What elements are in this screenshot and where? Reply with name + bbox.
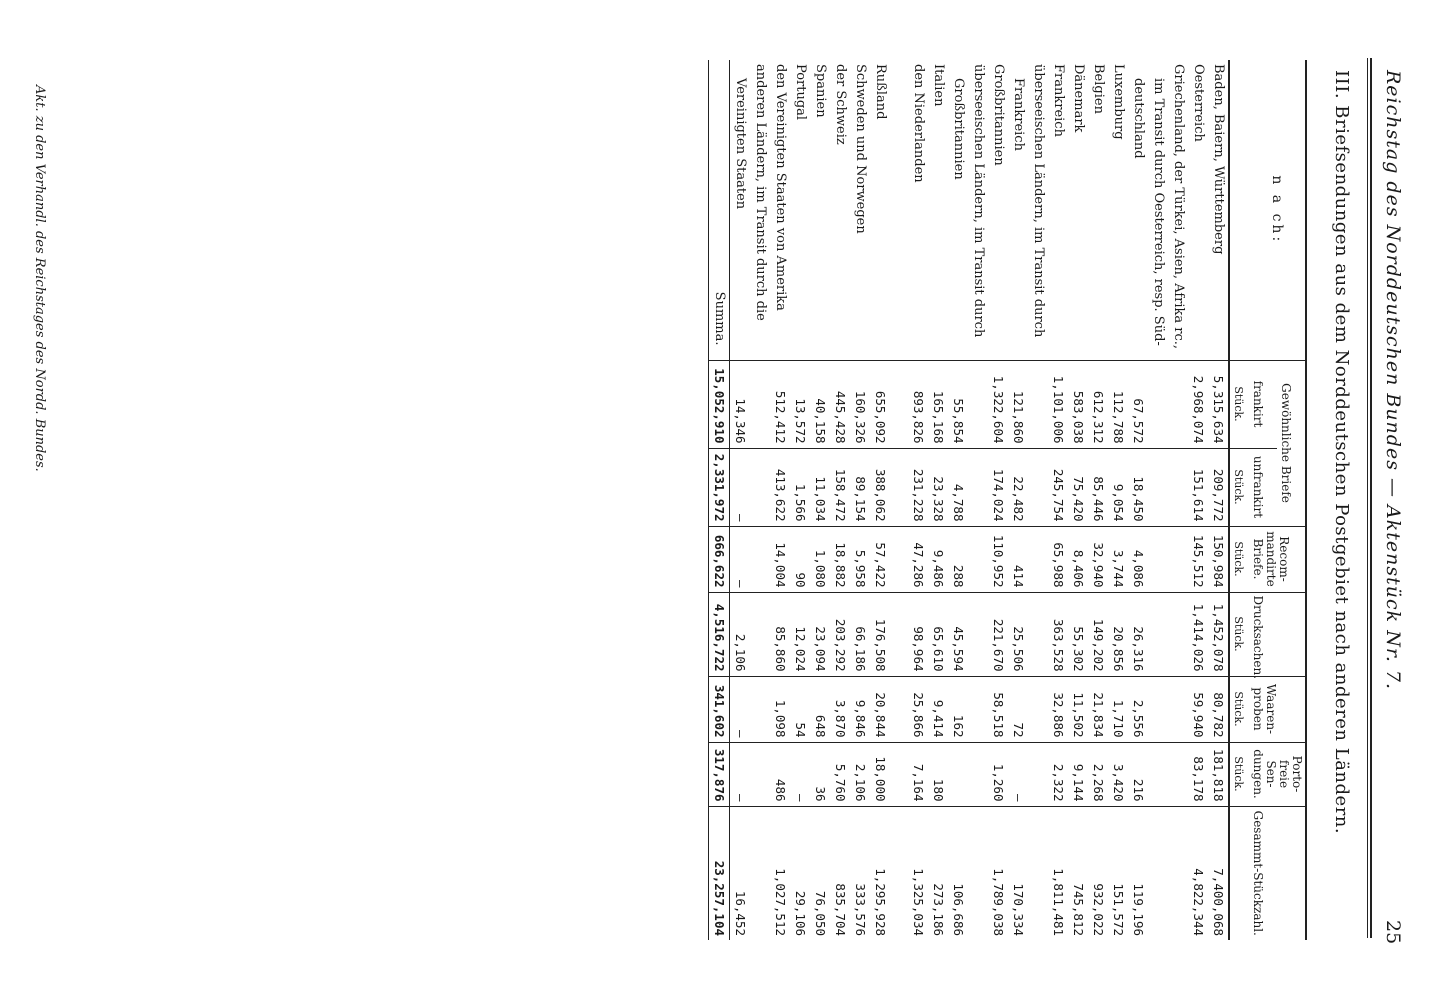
- row-destination: Portugal: [793, 64, 808, 121]
- row-destination: Großbritannien: [951, 78, 966, 180]
- cell-registered: —: [730, 526, 751, 592]
- cell-printed: 363,528: [1048, 592, 1068, 676]
- cell-registered: 18,882: [830, 526, 850, 592]
- spacer-cell: [890, 60, 908, 360]
- cell-printed: [968, 592, 988, 676]
- cell-franked: 1,101,006: [1048, 360, 1068, 448]
- cell-total: [968, 806, 988, 940]
- cell-registered: [1148, 526, 1168, 592]
- unit-label: Stück.: [1229, 448, 1249, 526]
- cell-samples: 162: [948, 676, 968, 742]
- cell-total: 835,704: [830, 806, 850, 940]
- cell-registered: 47,286: [908, 526, 928, 592]
- cell-registered: 14,004: [770, 526, 790, 592]
- table-row: [928, 60, 948, 940]
- row-destination: Spanien: [813, 64, 828, 118]
- cell-postage-free: [1028, 742, 1048, 806]
- cell-samples: 9,414: [928, 676, 948, 742]
- row-destination: Griechenland, der Türkei, Asien, Afrika rc.,: [1171, 64, 1186, 350]
- row-destination: Dänemark: [1071, 64, 1086, 133]
- cell-printed: 1,452,078: [1208, 592, 1229, 676]
- cell-total: 932,022: [1088, 806, 1108, 940]
- cell-total: 1,027,512: [770, 806, 790, 940]
- spacer-cell: [890, 592, 908, 676]
- cell-franked: [1168, 360, 1188, 448]
- total-label: Summa.: [709, 60, 730, 360]
- cell-franked: 2,968,074: [1188, 360, 1208, 448]
- row-destination: überseeischen Ländern, im Transit durch: [971, 64, 986, 338]
- cell-franked: 40,158: [810, 360, 830, 448]
- spacer-cell: [890, 448, 908, 526]
- cell-samples: 1,710: [1108, 676, 1128, 742]
- cell-franked: 512,412: [770, 360, 790, 448]
- table-row: [1128, 60, 1148, 940]
- cell-total: 29,106: [790, 806, 810, 940]
- cell-total: [1028, 806, 1048, 940]
- cell-registered: 1,080: [810, 526, 830, 592]
- cell-total: 7,400,068: [1208, 806, 1229, 940]
- cell-registered: 65,988: [1048, 526, 1068, 592]
- spacer-cell: [890, 806, 908, 940]
- table-row: [730, 60, 751, 940]
- cell-samples: [1028, 676, 1048, 742]
- col-header-unfranked: unfrankirt: [1249, 448, 1277, 526]
- cell-unfranked: [1148, 448, 1168, 526]
- table-row: [850, 60, 870, 940]
- cell-printed: 26,316: [1128, 592, 1148, 676]
- table-row: [770, 60, 790, 940]
- cell-unfranked: 4,788: [948, 448, 968, 526]
- cell-unfranked: [1028, 448, 1048, 526]
- cell-printed: 12,024: [790, 592, 810, 676]
- cell-samples: 3,870: [830, 676, 850, 742]
- unit-label: Stück.: [1229, 360, 1249, 448]
- cell-samples: 32,886: [1048, 676, 1068, 742]
- table-row: [1068, 60, 1088, 940]
- page-header-title: Reichstag des Norddeutschen Bundes — Aktenstück Nr. 7.: [1382, 70, 1404, 691]
- row-destination: den Niederlanden: [911, 64, 926, 183]
- table-row: [1208, 60, 1229, 940]
- cell-printed: 149,202: [1088, 592, 1108, 676]
- cell-franked: 583,038: [1068, 360, 1088, 448]
- spacer-cell: [890, 360, 908, 448]
- cell-samples: 21,834: [1088, 676, 1108, 742]
- col-header-postage-free: Porto-freie Sen-dungen.: [1249, 742, 1306, 806]
- cell-samples: 25,866: [908, 676, 928, 742]
- cell-postage-free: 18,000: [870, 742, 890, 806]
- cell-total: 106,686: [948, 806, 968, 940]
- cell-postage-free: 486: [770, 742, 790, 806]
- table-row: [1028, 60, 1048, 940]
- table-row: [1008, 60, 1028, 940]
- cell-unfranked: 75,420: [1068, 448, 1088, 526]
- cell-unfranked: 85,446: [1088, 448, 1108, 526]
- col-header-group-letters: Gewöhnliche Briefe: [1277, 360, 1306, 526]
- cell-franked: 893,826: [908, 360, 928, 448]
- cell-registered: 90: [790, 526, 810, 592]
- cell-registered: 150,984: [1208, 526, 1229, 592]
- cell-registered: 32,940: [1088, 526, 1108, 592]
- cell-printed: 20,856: [1108, 592, 1128, 676]
- cell-postage-free: [1148, 742, 1168, 806]
- cell-postage-free: [948, 742, 968, 806]
- cell-postage-free: —: [790, 742, 810, 806]
- col-header-samples: Waaren-proben: [1249, 676, 1306, 742]
- table-row: [1168, 60, 1188, 940]
- cell-registered: 110,952: [988, 526, 1008, 592]
- cell-total: 151,572: [1108, 806, 1128, 940]
- cell-postage-free: —: [730, 742, 751, 806]
- unit-label: Stück.: [1229, 676, 1249, 742]
- cell-unfranked: 245,754: [1048, 448, 1068, 526]
- cell-registered: 414: [1008, 526, 1028, 592]
- cell-postage-free: 2,322: [1048, 742, 1068, 806]
- row-destination: Luxemburg: [1111, 64, 1126, 140]
- cell-registered: [750, 526, 770, 592]
- total-row: [709, 60, 730, 940]
- cell-franked: [1148, 360, 1168, 448]
- cell-printed: [1168, 592, 1188, 676]
- cell-postage-free: 5,760: [830, 742, 850, 806]
- cell-total: 76,050: [810, 806, 830, 940]
- section-title: III. Briefsendungen aus dem Norddeutschen Postgebiet nach anderen Ländern.: [1331, 70, 1352, 835]
- table-row: [968, 60, 988, 940]
- table-row: [810, 60, 830, 940]
- cell-franked: 14,346: [730, 360, 751, 448]
- mail-statistics-table: [708, 60, 1307, 940]
- cell-unfranked: [968, 448, 988, 526]
- row-destination: Frankreich: [1051, 64, 1066, 137]
- cell-postage-free: 2,106: [850, 742, 870, 806]
- row-destination: Belgien: [1091, 64, 1106, 114]
- cell-franked: [750, 360, 770, 448]
- cell-unfranked: 23,328: [928, 448, 948, 526]
- cell-total: 16,452: [730, 806, 751, 940]
- cell-unfranked: [750, 448, 770, 526]
- row-destination: Rußland: [873, 64, 888, 120]
- cell-printed: 221,670: [988, 592, 1008, 676]
- row-destination: Großbritannien: [991, 64, 1006, 166]
- cell-registered: 288: [948, 526, 968, 592]
- cell-unfranked: 9,054: [1108, 448, 1128, 526]
- total-franked: 15,052,910: [709, 360, 730, 448]
- cell-unfranked: —: [730, 448, 751, 526]
- cell-samples: 9,846: [850, 676, 870, 742]
- cell-samples: 80,782: [1208, 676, 1229, 742]
- col-header-destination: n a ch:: [1249, 60, 1306, 360]
- cell-total: 745,812: [1068, 806, 1088, 940]
- cell-samples: 59,940: [1188, 676, 1208, 742]
- cell-printed: 203,292: [830, 592, 850, 676]
- cell-printed: 2,106: [730, 592, 751, 676]
- cell-registered: [1168, 526, 1188, 592]
- cell-samples: —: [730, 676, 751, 742]
- cell-total: 4,822,344: [1188, 806, 1208, 940]
- cell-printed: 176,508: [870, 592, 890, 676]
- spacer-cell: [890, 676, 908, 742]
- table-row: [1048, 60, 1068, 940]
- col-header-printed: Drucksachen.: [1249, 592, 1306, 676]
- cell-postage-free: 36: [810, 742, 830, 806]
- cell-total: 333,576: [850, 806, 870, 940]
- cell-franked: 55,854: [948, 360, 968, 448]
- cell-samples: 20,844: [870, 676, 890, 742]
- cell-unfranked: 18,450: [1128, 448, 1148, 526]
- table-row: [790, 60, 810, 940]
- cell-franked: 612,312: [1088, 360, 1108, 448]
- cell-franked: 5,315,634: [1208, 360, 1229, 448]
- col-header-franked: frankirt: [1249, 360, 1277, 448]
- cell-total: 1,295,928: [870, 806, 890, 940]
- total-printed: 4,516,722: [709, 592, 730, 676]
- unit-label: [1229, 806, 1249, 940]
- cell-unfranked: 413,622: [770, 448, 790, 526]
- footer-note: Akt. zu den Verhandl. des Reichstages des Nordd. Bundes.: [32, 85, 47, 472]
- cell-samples: 2,556: [1128, 676, 1148, 742]
- cell-unfranked: 22,482: [1008, 448, 1028, 526]
- cell-samples: 648: [810, 676, 830, 742]
- table-row: [1088, 60, 1108, 940]
- cell-samples: 58,518: [988, 676, 1008, 742]
- table-row: [750, 60, 770, 940]
- spacer-cell: [890, 742, 908, 806]
- total-samples: 341,602: [709, 676, 730, 742]
- cell-samples: 11,502: [1068, 676, 1088, 742]
- cell-registered: [968, 526, 988, 592]
- table-row: [830, 60, 850, 940]
- total-total: 23,257,104: [709, 806, 730, 940]
- cell-franked: 160,326: [850, 360, 870, 448]
- unit-label: Stück.: [1229, 526, 1249, 592]
- cell-registered: 4,086: [1128, 526, 1148, 592]
- row-destination: überseeischen Ländern, im Transit durch: [1031, 64, 1046, 338]
- table-row: [988, 60, 1008, 940]
- table-row: [948, 60, 968, 940]
- cell-unfranked: 11,034: [810, 448, 830, 526]
- cell-franked: [1028, 360, 1048, 448]
- row-destination: Italien: [931, 64, 946, 107]
- cell-samples: 54: [790, 676, 810, 742]
- cell-unfranked: 174,024: [988, 448, 1008, 526]
- cell-registered: 5,958: [850, 526, 870, 592]
- cell-postage-free: [1168, 742, 1188, 806]
- cell-printed: 1,414,026: [1188, 592, 1208, 676]
- total-unfranked: 2,331,972: [709, 448, 730, 526]
- unit-label: Stück.: [1229, 592, 1249, 676]
- col-header-registered: Recom-mandirte Briefe.: [1249, 526, 1306, 592]
- cell-total: [750, 806, 770, 940]
- row-destination: Frankreich: [1011, 78, 1026, 151]
- cell-printed: 23,094: [810, 592, 830, 676]
- unit-label: Stück.: [1229, 742, 1249, 806]
- cell-franked: 655,092: [870, 360, 890, 448]
- row-destination: Vereinigten Staaten: [733, 78, 748, 210]
- cell-registered: [1028, 526, 1048, 592]
- cell-total: [1168, 806, 1188, 940]
- row-destination: Schweden und Norwegen: [853, 64, 868, 234]
- row-destination: den Vereinigten Staaten von Amerika: [773, 64, 788, 311]
- table-row: [870, 60, 890, 940]
- cell-registered: 8,406: [1068, 526, 1088, 592]
- row-destination: deutschland: [1131, 78, 1146, 159]
- cell-postage-free: 216: [1128, 742, 1148, 806]
- cell-unfranked: [1168, 448, 1188, 526]
- cell-total: 1,789,038: [988, 806, 1008, 940]
- cell-total: 273,186: [928, 806, 948, 940]
- cell-postage-free: [968, 742, 988, 806]
- cell-samples: 72: [1008, 676, 1028, 742]
- cell-printed: [1148, 592, 1168, 676]
- cell-unfranked: 158,472: [830, 448, 850, 526]
- row-destination: anderen Ländern, im Transit durch die: [753, 64, 768, 321]
- cell-printed: 25,506: [1008, 592, 1028, 676]
- cell-samples: [1168, 676, 1188, 742]
- cell-franked: [968, 360, 988, 448]
- cell-postage-free: 7,164: [908, 742, 928, 806]
- row-destination: der Schweiz: [833, 64, 848, 145]
- cell-registered: 57,422: [870, 526, 890, 592]
- cell-unfranked: 209,772: [1208, 448, 1229, 526]
- cell-printed: 55,302: [1068, 592, 1088, 676]
- page-number: 25: [1382, 920, 1404, 945]
- cell-franked: 112,788: [1108, 360, 1128, 448]
- table-body: [709, 60, 1230, 940]
- cell-franked: 445,428: [830, 360, 850, 448]
- cell-total: 119,196: [1128, 806, 1148, 940]
- cell-unfranked: 388,062: [870, 448, 890, 526]
- cell-franked: 165,168: [928, 360, 948, 448]
- total-postage-free: 317,876: [709, 742, 730, 806]
- cell-postage-free: 1,260: [988, 742, 1008, 806]
- cell-total: 170,334: [1008, 806, 1028, 940]
- cell-franked: 121,860: [1008, 360, 1028, 448]
- cell-printed: [1028, 592, 1048, 676]
- cell-registered: 3,744: [1108, 526, 1128, 592]
- cell-samples: [750, 676, 770, 742]
- cell-samples: 1,098: [770, 676, 790, 742]
- cell-postage-free: 181,818: [1208, 742, 1229, 806]
- cell-postage-free: [750, 742, 770, 806]
- cell-printed: [750, 592, 770, 676]
- row-spacer: [890, 60, 908, 940]
- cell-samples: [968, 676, 988, 742]
- table-row: [1188, 60, 1208, 940]
- cell-franked: 13,572: [790, 360, 810, 448]
- cell-postage-free: 3,420: [1108, 742, 1128, 806]
- cell-postage-free: 83,178: [1188, 742, 1208, 806]
- cell-printed: 65,610: [928, 592, 948, 676]
- cell-total: 1,325,034: [908, 806, 928, 940]
- cell-printed: 45,594: [948, 592, 968, 676]
- cell-unfranked: 151,614: [1188, 448, 1208, 526]
- table-row: [1108, 60, 1128, 940]
- col-header-total: Gesammt-Stückzahl.: [1249, 806, 1306, 940]
- row-destination: Baden, Baiern, Württemberg: [1211, 64, 1226, 255]
- cell-franked: 1,322,604: [988, 360, 1008, 448]
- cell-postage-free: 9,144: [1068, 742, 1088, 806]
- unit-cell-empty: [1229, 60, 1249, 360]
- cell-franked: 67,572: [1128, 360, 1148, 448]
- cell-samples: [1148, 676, 1168, 742]
- header-rule: [1370, 58, 1372, 938]
- cell-postage-free: —: [1008, 742, 1028, 806]
- cell-unfranked: 231,228: [908, 448, 928, 526]
- header-rule-thin: [1367, 58, 1368, 938]
- cell-registered: 9,486: [928, 526, 948, 592]
- cell-printed: 85,860: [770, 592, 790, 676]
- cell-printed: 98,964: [908, 592, 928, 676]
- table-row: [1148, 60, 1168, 940]
- cell-unfranked: 89,154: [850, 448, 870, 526]
- cell-total: [1148, 806, 1168, 940]
- cell-total: 1,811,481: [1048, 806, 1068, 940]
- cell-postage-free: 180: [928, 742, 948, 806]
- table-row: [908, 60, 928, 940]
- total-registered: 666,622: [709, 526, 730, 592]
- cell-registered: 145,512: [1188, 526, 1208, 592]
- row-destination: im Transit durch Oesterreich, resp. Süd-: [1151, 78, 1166, 346]
- spacer-cell: [890, 526, 908, 592]
- cell-unfranked: 1,566: [790, 448, 810, 526]
- cell-printed: 66,186: [850, 592, 870, 676]
- cell-postage-free: 2,268: [1088, 742, 1108, 806]
- row-destination: Oesterreich: [1191, 64, 1206, 142]
